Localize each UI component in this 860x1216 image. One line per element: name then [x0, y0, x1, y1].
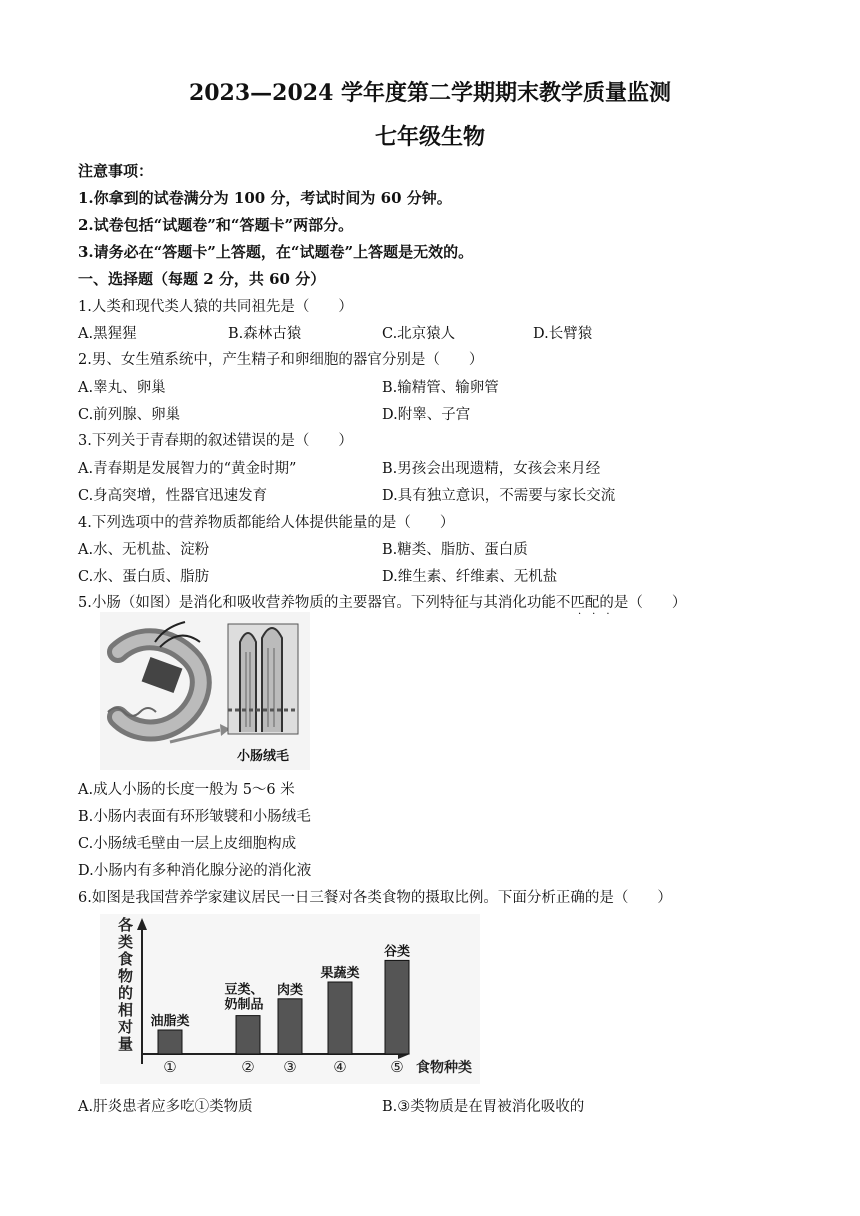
x-tick-label: ③ [283, 1058, 297, 1076]
emphasis-dots: ··· [578, 609, 621, 620]
bar-label: 豆类、奶制品 [224, 982, 264, 1013]
x-tick-label: ① [163, 1058, 177, 1076]
x-tick-label: ④ [333, 1058, 347, 1076]
question-stem: 4.下列选项中的营养物质都能给人体提供能量的是（ ） [78, 515, 455, 531]
bar-label: 谷类 [383, 944, 411, 960]
question-stem: 6.如图是我国营养学家建议居民一日三餐对各类食物的摄取比例。下面分析正确的是（ ） [78, 890, 672, 906]
option-a: A.黑猩猩 [78, 326, 137, 342]
notice-item: 2.试卷包括“试题卷”和“答题卡”两部分。 [78, 216, 354, 234]
option-c: C.小肠绒毛壁由一层上皮细胞构成 [78, 836, 297, 852]
notice-item: 1.你拿到的试卷满分为 100 分，考试时间为 60 分钟。 [78, 189, 452, 207]
option-c: C.水、蛋白质、脂肪 [78, 569, 210, 585]
option-d: D.长臂猿 [533, 326, 593, 342]
option-c: C.北京猿人 [382, 326, 456, 342]
option-a: A.水、无机盐、淀粉 [78, 542, 210, 558]
question-stem: 2.男、女生殖系统中，产生精子和卵细胞的器官分别是（ ） [78, 352, 484, 368]
x-tick-label: ② [241, 1058, 255, 1076]
small-intestine-figure [100, 612, 310, 770]
x-axis-label: 食物种类 [416, 1060, 472, 1076]
option-d: D.附睾、子宫 [382, 407, 471, 423]
option-b: B.糖类、脂肪、蛋白质 [382, 542, 528, 558]
question-stem: 5.小肠（如图）是消化和吸收营养物质的主要器官。下列特征与其消化功能不匹配的是（ ） [78, 595, 687, 611]
page-title: 2023—2024 学年度第二学期期末教学质量监测 [188, 80, 672, 106]
bar-2 [236, 1016, 260, 1054]
bar-5 [385, 960, 409, 1054]
food-proportion-chart [100, 914, 480, 1084]
bar-label: 油脂类 [150, 1014, 190, 1029]
option-a: A.睾丸、卵巢 [78, 380, 166, 396]
option-b: B.小肠内表面有环形皱襞和小肠绒毛 [78, 809, 311, 825]
option-c: C.身高突增，性器官迅速发育 [78, 488, 268, 504]
section-heading: 一、选择题（每题 2 分，共 60 分） [78, 270, 326, 288]
figure-caption: 小肠绒毛 [236, 749, 290, 764]
option-c: C.前列腺、卵巢 [78, 407, 181, 423]
notice-heading: 注意事项： [78, 162, 154, 180]
question-stem: 1.人类和现代类人猿的共同祖先是（ ） [78, 299, 353, 315]
option-a: A.成人小肠的长度一般为 5～6 米 [78, 782, 295, 798]
option-b: B.森林古猿 [228, 326, 302, 342]
y-axis-label: 各类食物的相对量 [118, 916, 134, 1053]
option-b: B.男孩会出现遗精，女孩会来月经 [382, 461, 601, 477]
x-tick-label: ⑤ [390, 1058, 404, 1076]
option-b: B.输精管、输卵管 [382, 380, 499, 396]
question-stem: 3.下列关于青春期的叙述错误的是（ ） [78, 433, 353, 449]
option-b: B.③类物质是在胃被消化吸收的 [382, 1099, 585, 1115]
option-d: D.维生素、纤维素、无机盐 [382, 569, 558, 585]
notice-item: 3.请务必在“答题卡”上答题，在“试题卷”上答题是无效的。 [78, 243, 474, 261]
bar-4 [328, 982, 352, 1054]
page-subtitle: 七年级生物 [374, 124, 485, 150]
option-d: D.具有独立意识，不需要与家长交流 [382, 488, 616, 504]
bar-3 [278, 999, 302, 1054]
option-d: D.小肠内有多种消化腺分泌的消化液 [78, 863, 312, 879]
option-a: A.肝炎患者应多吃①类物质 [78, 1099, 253, 1115]
bar-label: 果蔬类 [320, 966, 360, 981]
bar-label: 肉类 [276, 982, 304, 998]
option-a: A.青春期是发展智力的“黄金时期” [78, 461, 297, 477]
bar-1 [158, 1030, 182, 1054]
